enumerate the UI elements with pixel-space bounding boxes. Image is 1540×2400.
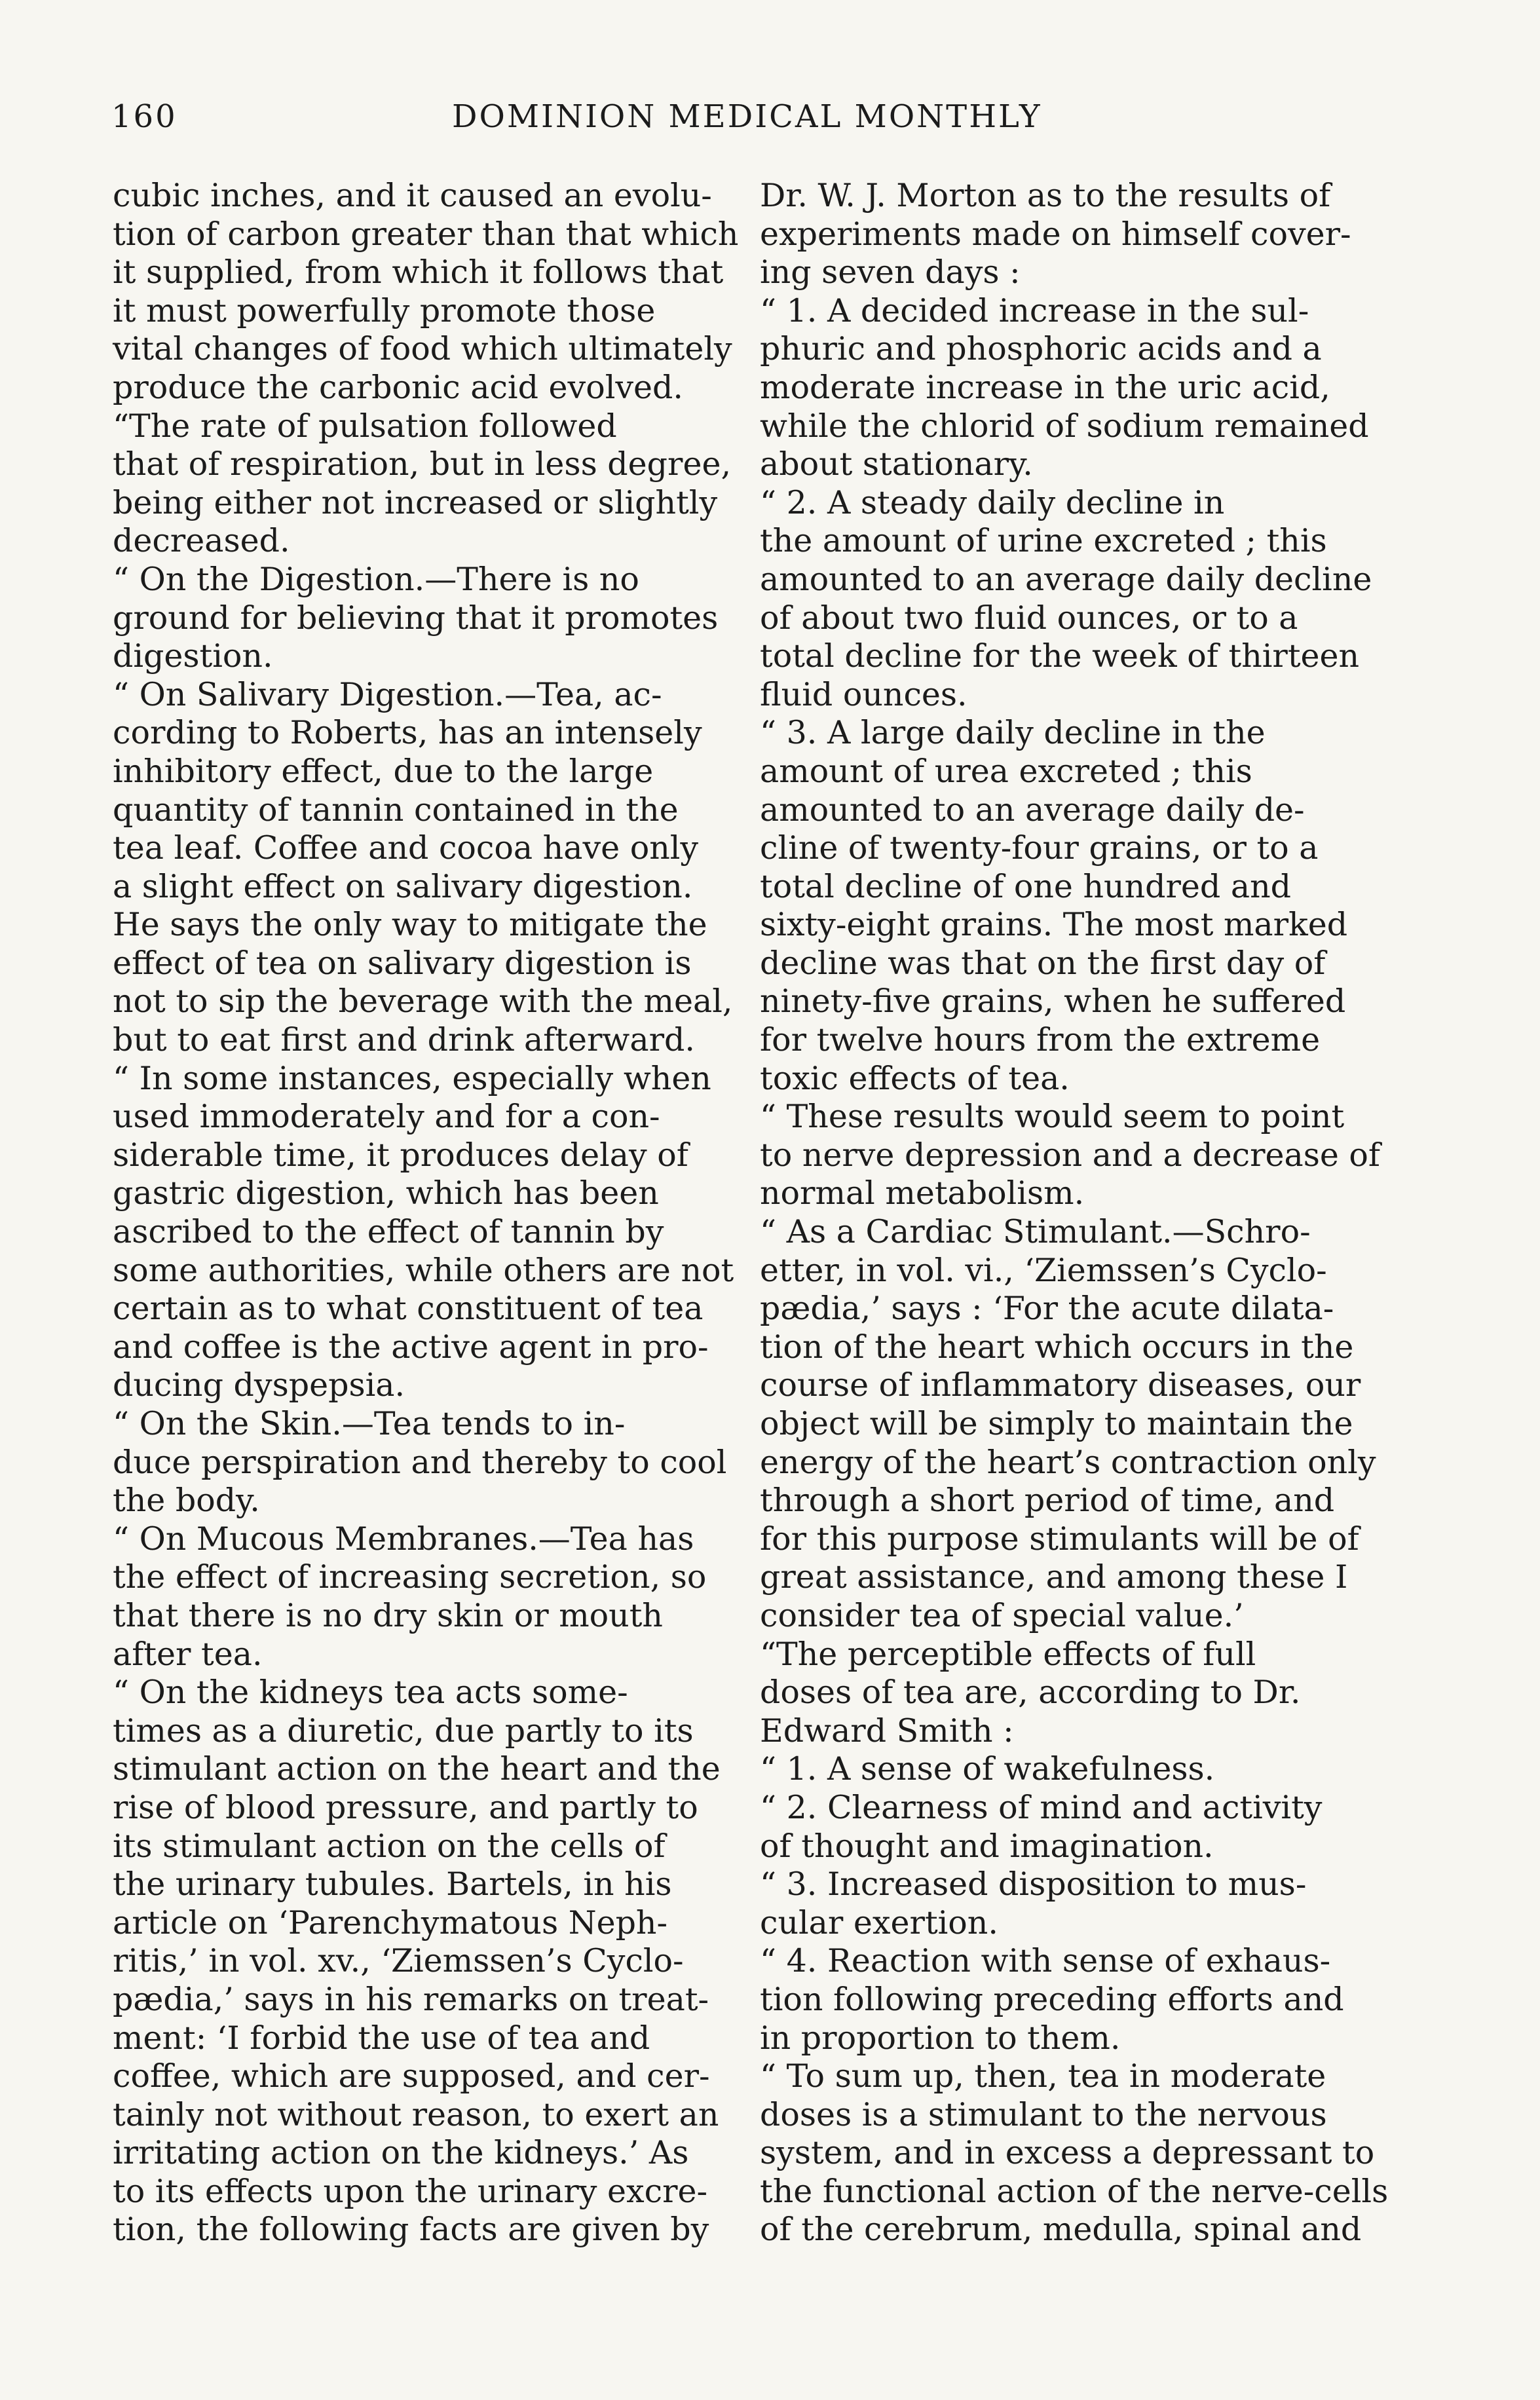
text-line: etter, in vol. vi., ‘Ziemssen’s Cyclo- bbox=[760, 1251, 1327, 1289]
text-line: tion, the following facts are given by bbox=[113, 2211, 709, 2249]
text-line: inhibitory effect, due to the large bbox=[113, 752, 654, 790]
text-line: “ 2. A steady daily decline in bbox=[760, 483, 1225, 521]
text-line: “ On Salivary Digestion.—Tea, ac- bbox=[113, 675, 662, 713]
text-line: “The rate of pulsation followed bbox=[113, 407, 617, 445]
text-line: fluid ounces. bbox=[760, 675, 967, 713]
text-line: “The perceptible effects of full bbox=[760, 1635, 1256, 1673]
text-line: toxic effects of tea. bbox=[760, 1059, 1070, 1097]
text-line: to its effects upon the urinary excre- bbox=[113, 2172, 708, 2210]
text-line: cording to Roberts, has an intensely bbox=[113, 714, 702, 752]
text-line: ment: ‘I forbid the use of tea and bbox=[113, 2019, 650, 2057]
page-header bbox=[111, 98, 1389, 151]
text-line: its stimulant action on the cells of bbox=[113, 1827, 666, 1865]
text-line: doses is a stimulant to the nervous bbox=[760, 2095, 1327, 2133]
text-line: to nerve depression and a decrease of bbox=[760, 1136, 1381, 1174]
text-line: “ These results would seem to point bbox=[760, 1098, 1345, 1136]
text-line: decreased. bbox=[113, 522, 290, 560]
text-line: amounted to an average daily de- bbox=[760, 791, 1305, 829]
text-line: “ To sum up, then, tea in moderate bbox=[760, 2057, 1326, 2095]
text-line: siderable time, it produces delay of bbox=[113, 1136, 688, 1174]
running-title: DOMINION MEDICAL MONTHLY bbox=[452, 98, 1042, 135]
text-line: vital changes of food which ultimately bbox=[113, 330, 732, 368]
text-line: tion of carbon greater than that which bbox=[113, 215, 739, 253]
text-line: “ In some instances, especially when bbox=[113, 1059, 711, 1097]
text-line: experiments made on himself cover- bbox=[760, 215, 1351, 253]
text-line: digestion. bbox=[113, 637, 273, 675]
text-line: “ As a Cardiac Stimulant.—Schro- bbox=[760, 1213, 1311, 1251]
text-line: sixty-eight grains. The most marked bbox=[760, 906, 1348, 944]
text-line: ground for believing that it promotes bbox=[113, 599, 719, 637]
text-line: produce the carbonic acid evolved. bbox=[113, 368, 683, 406]
text-line: gastric digestion, which has been bbox=[113, 1174, 659, 1212]
text-line: in proportion to them. bbox=[760, 2019, 1121, 2057]
text-line: “ 4. Reaction with sense of exhaus- bbox=[760, 1942, 1331, 1980]
text-line: article on ‘Parenchymatous Neph- bbox=[113, 1903, 668, 1941]
text-line: cular exertion. bbox=[760, 1903, 998, 1941]
text-line: “ 3. Increased disposition to mus- bbox=[760, 1866, 1307, 1903]
text-line: object will be simply to maintain the bbox=[760, 1405, 1353, 1442]
text-line: quantity of tannin contained in the bbox=[113, 791, 679, 829]
page-number: 160 bbox=[111, 98, 178, 135]
text-line: of the cerebrum, medulla, spinal and bbox=[760, 2211, 1362, 2249]
text-line: the urinary tubules. Bartels, in his bbox=[113, 1866, 672, 1903]
text-line: tainly not without reason, to exert an bbox=[113, 2095, 719, 2133]
text-line: system, and in excess a depressant to bbox=[760, 2134, 1375, 2172]
right-column bbox=[760, 177, 1389, 2249]
text-line: “ On Mucous Membranes.—Tea has bbox=[113, 1520, 694, 1558]
text-line: ritis,’ in vol. xv., ‘Ziemssen’s Cyclo- bbox=[113, 1942, 684, 1980]
text-line: about stationary. bbox=[760, 445, 1033, 483]
text-line: effect of tea on salivary digestion is bbox=[113, 944, 692, 982]
text-line: course of inflammatory diseases, our bbox=[760, 1366, 1361, 1404]
text-line: for twelve hours from the extreme bbox=[760, 1021, 1321, 1059]
text-line: He says the only way to mitigate the bbox=[113, 906, 707, 944]
text-line: Edward Smith : bbox=[760, 1712, 1014, 1750]
text-line: great assistance, and among these I bbox=[760, 1558, 1348, 1596]
text-line: “ On the Digestion.—There is no bbox=[113, 560, 639, 598]
text-line: used immoderately and for a con- bbox=[113, 1098, 660, 1136]
text-line: consider tea of special value.’ bbox=[760, 1596, 1244, 1634]
text-line: of about two fluid ounces, or to a bbox=[760, 599, 1298, 637]
text-line: ninety-five grains, when he suffered bbox=[760, 983, 1346, 1021]
text-line: the effect of increasing secretion, so bbox=[113, 1558, 707, 1596]
text-line: but to eat first and drink afterward. bbox=[113, 1021, 695, 1059]
text-line: irritating action on the kidneys.’ As bbox=[113, 2134, 689, 2172]
text-line: decline was that on the first day of bbox=[760, 944, 1326, 982]
text-line: doses of tea are, according to Dr. bbox=[760, 1674, 1301, 1712]
text-line: “ 3. A large daily decline in the bbox=[760, 714, 1266, 752]
text-line: duce perspiration and thereby to cool bbox=[113, 1443, 727, 1481]
text-line: it must powerfully promote those bbox=[113, 291, 656, 329]
text-line: pædia,’ says in his remarks on treat- bbox=[113, 1980, 709, 2018]
text-line: some authorities, while others are not bbox=[113, 1251, 734, 1289]
text-line: coffee, which are supposed, and cer- bbox=[113, 2057, 710, 2095]
text-line: amount of urea excreted ; this bbox=[760, 752, 1252, 790]
text-line: rise of blood pressure, and partly to bbox=[113, 1788, 698, 1826]
text-line: “ 2. Clearness of mind and activity bbox=[760, 1788, 1323, 1826]
text-line: tion of the heart which occurs in the bbox=[760, 1328, 1354, 1366]
text-line: and coffee is the active agent in pro- bbox=[113, 1328, 709, 1366]
text-line: tion following preceding efforts and bbox=[760, 1980, 1344, 2018]
text-line: phuric and phosphoric acids and a bbox=[760, 330, 1322, 368]
text-line: for this purpose stimulants will be of bbox=[760, 1520, 1359, 1558]
text-line: Dr. W. J. Morton as to the results of bbox=[760, 177, 1331, 214]
text-line: being either not increased or slightly bbox=[113, 483, 718, 521]
text-line: normal metabolism. bbox=[760, 1174, 1085, 1212]
text-line: it supplied, from which it follows that bbox=[113, 253, 724, 291]
text-line: pædia,’ says : ‘For the acute dilata- bbox=[760, 1290, 1334, 1328]
text-line: energy of the heart’s contraction only bbox=[760, 1443, 1376, 1481]
text-line: of thought and imagination. bbox=[760, 1827, 1214, 1865]
text-line: after tea. bbox=[113, 1635, 263, 1673]
left-column bbox=[113, 177, 739, 2249]
text-line: not to sip the beverage with the meal, bbox=[113, 983, 733, 1021]
text-line: through a short period of time, and bbox=[760, 1482, 1335, 1520]
text-line: a slight effect on salivary digestion. bbox=[113, 867, 693, 905]
text-line: certain as to what constituent of tea bbox=[113, 1290, 704, 1328]
text-line: the amount of urine excreted ; this bbox=[760, 522, 1327, 560]
text-line: “ On the Skin.—Tea tends to in- bbox=[113, 1405, 626, 1442]
text-line: “ 1. A decided increase in the sul- bbox=[760, 291, 1309, 329]
text-line: amounted to an average daily decline bbox=[760, 560, 1372, 598]
text-line: while the chlorid of sodium remained bbox=[760, 407, 1369, 445]
text-line: that there is no dry skin or mouth bbox=[113, 1596, 663, 1634]
text-line: ing seven days : bbox=[760, 253, 1021, 291]
text-line: total decline for the week of thirteen bbox=[760, 637, 1360, 675]
text-line: moderate increase in the uric acid, bbox=[760, 368, 1330, 406]
text-line: tea leaf. Coffee and cocoa have only bbox=[113, 829, 699, 867]
text-line: “ On the kidneys tea acts some- bbox=[113, 1674, 628, 1712]
text-line: total decline of one hundred and bbox=[760, 867, 1292, 905]
text-line: ducing dyspepsia. bbox=[113, 1366, 405, 1404]
text-line: times as a diuretic, due partly to its bbox=[113, 1712, 694, 1750]
text-line: cubic inches, and it caused an evolu- bbox=[113, 177, 712, 214]
text-line: the body. bbox=[113, 1482, 260, 1520]
text-line: stimulant action on the heart and the bbox=[113, 1750, 721, 1788]
text-line: “ 1. A sense of wakefulness. bbox=[760, 1750, 1215, 1788]
text-line: cline of twenty-four grains, or to a bbox=[760, 829, 1319, 867]
text-line: that of respiration, but in less degree, bbox=[113, 445, 732, 483]
text-line: ascribed to the effect of tannin by bbox=[113, 1213, 664, 1251]
text-line: the functional action of the nerve-cells bbox=[760, 2172, 1389, 2210]
